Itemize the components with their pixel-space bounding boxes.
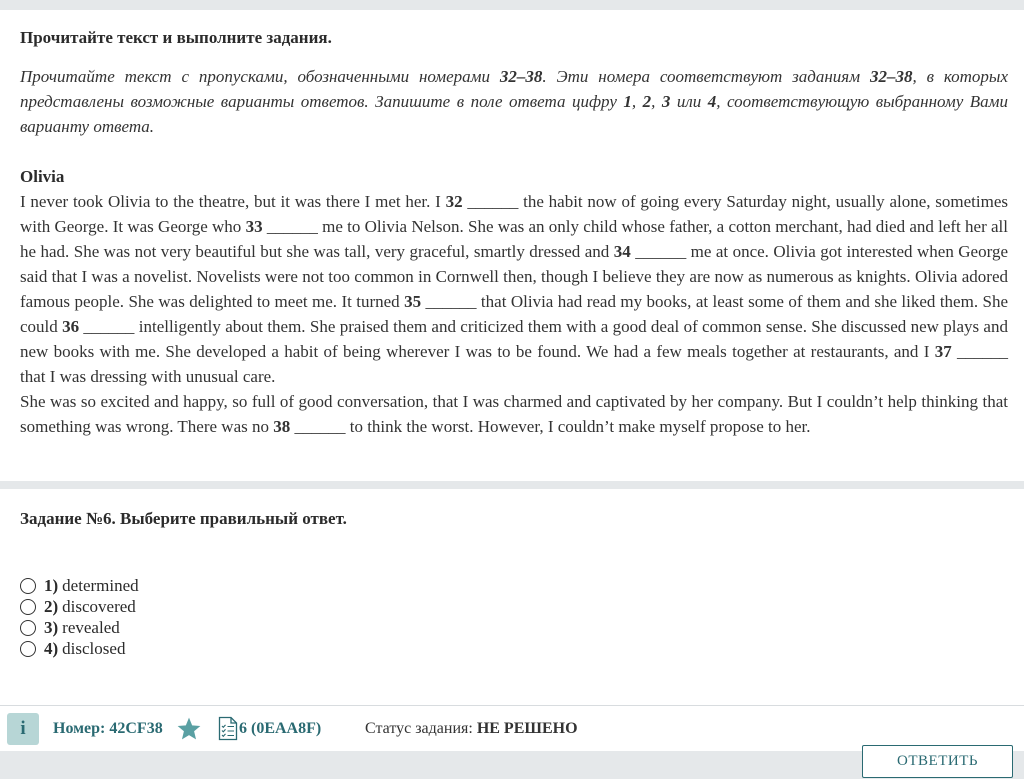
task-status — [365, 719, 578, 739]
gap-number: 38 — [273, 417, 291, 436]
story-title: Olivia — [20, 167, 65, 186]
passage-paragraph — [20, 189, 1008, 389]
instruction-part: , — [651, 92, 662, 111]
story-passage — [20, 189, 1008, 439]
instruction-digit: 2 — [642, 92, 652, 111]
instruction-part: Прочитайте текст с пропусками, обозначенными номерами — [20, 67, 500, 86]
instruction-digit: 3 — [661, 92, 671, 111]
status-value: НЕ РЕШЕНО — [476, 720, 578, 737]
instruction-digit: 1 — [623, 92, 632, 111]
passage-segment: I never took Olivia to the theatre, but it was there I met her. I — [20, 192, 446, 211]
instruction-part: , соответствующую выбранному Вами варианту ответа. — [20, 92, 1009, 136]
radio-button[interactable] — [20, 599, 36, 615]
instruction-digit: 4 — [707, 92, 717, 111]
instruction-range: 32–38 — [499, 67, 543, 86]
instruction-text — [20, 64, 1008, 139]
reading-heading: Прочитайте текст и выполните задания. — [20, 28, 332, 47]
problem-number: Номер: 42CF38 — [53, 720, 163, 737]
option-number: 1) — [44, 576, 59, 595]
document-checklist-icon[interactable] — [218, 716, 238, 741]
option-label: disclosed — [62, 639, 126, 658]
top-strip — [0, 0, 1024, 10]
passage-segment: ______ that I was dressing with unusual care. — [20, 342, 1009, 386]
option-label: discovered — [62, 597, 136, 616]
answer-button[interactable]: ОТВЕТИТЬ — [862, 745, 1013, 778]
passage-segment: ______ the habit now of going every Saturday night, usually alone, sometimes with George. It was George who — [20, 192, 1008, 236]
gap-number: 37 — [934, 342, 952, 361]
answer-option-4[interactable] — [20, 638, 1008, 659]
instruction-part: . Эти номера соответствуют заданиям — [542, 67, 870, 86]
reading-text-panel — [0, 10, 1024, 481]
answer-option-3[interactable] — [20, 617, 1008, 638]
instruction-part: или — [670, 92, 708, 111]
passage-segment: ______ me at once. Olivia got interested when George said that I was a novelist. Novelists were not too common in Cornwell then, though I believe they are now as numerous as knights. Olivia adored famous people. She was delighted to meet me. It turned — [20, 242, 1008, 311]
passage-segment: ______ to think the worst. However, I couldn’t make myself propose to her. — [290, 417, 811, 436]
answer-option-1[interactable] — [20, 575, 1008, 596]
option-number: 4) — [44, 639, 59, 658]
passage-segment: ______ intelligently about them. She praised them and criticized them with a good deal of common sense. She discussed new plays and new books with me. She developed a habit of being wherever I was to be found. We had a few meals together at restaurants, and I — [20, 317, 1008, 361]
passage-segment: ______ me to Olivia Nelson. She was an only child whose father, a cotton merchant, had died and left her all he had. She was not very beautiful but she was tall, very graceful, smartly dressed and — [20, 217, 1009, 261]
passage-paragraph — [20, 389, 1008, 439]
radio-button[interactable] — [20, 578, 36, 594]
option-label: determined — [62, 576, 139, 595]
gap-number: 34 — [613, 242, 631, 261]
gap-number: 32 — [445, 192, 463, 211]
option-number: 2) — [44, 597, 59, 616]
radio-button[interactable] — [20, 641, 36, 657]
gap-number: 36 — [62, 317, 80, 336]
passage-segment: ______ that Olivia had read my books, at least some of them and she liked them. She could — [20, 292, 1008, 336]
info-button[interactable]: i — [7, 713, 39, 745]
task-id-link[interactable]: 6 (0EAA8F) — [239, 720, 322, 737]
status-label: Статус задания: — [365, 720, 477, 737]
option-number: 3) — [44, 618, 59, 637]
task-panel — [0, 489, 1024, 705]
answer-option-2[interactable] — [20, 596, 1008, 617]
instruction-part: , — [631, 92, 643, 111]
star-icon[interactable] — [175, 716, 203, 742]
radio-button[interactable] — [20, 620, 36, 636]
passage-segment: She was so excited and happy, so full of good conversation, that I was charmed and captivated by her company. But I couldn’t help thinking that something was wrong. There was no — [20, 392, 1008, 436]
instruction-range: 32–38 — [869, 67, 913, 86]
gap-number: 35 — [404, 292, 422, 311]
option-label: revealed — [62, 618, 120, 637]
instruction-part: , в которых представлены возможные варианты ответов. Запишите в поле ответа цифру — [20, 67, 1008, 111]
task-heading: Задание №6. Выберите правильный ответ. — [20, 509, 347, 528]
answer-options — [20, 575, 1008, 659]
gap-number: 33 — [245, 217, 263, 236]
